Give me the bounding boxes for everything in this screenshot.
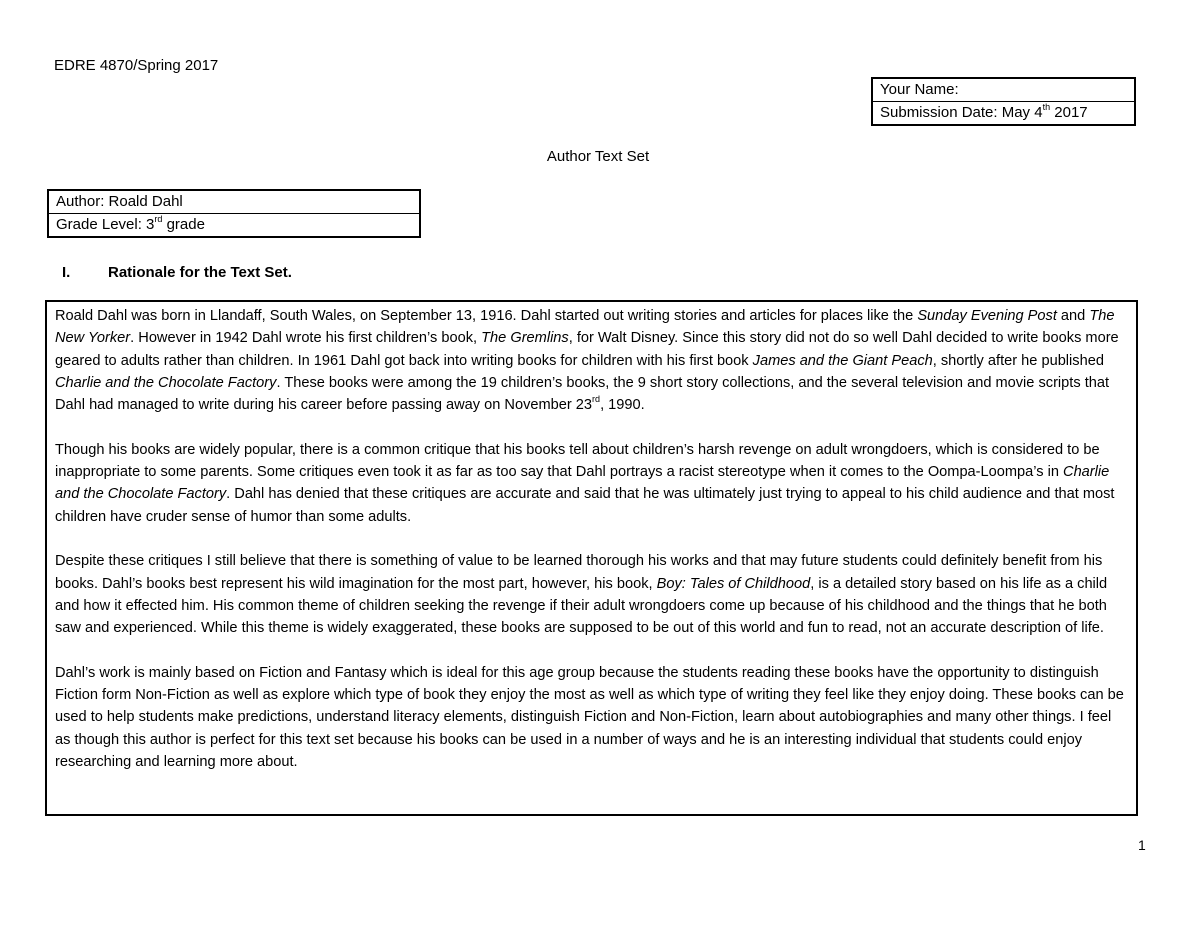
title-run: Charlie and the Chocolate Factory — [55, 464, 1110, 503]
author-field: Author: Roald Dahl — [56, 193, 183, 210]
title-run: The New Yorker — [55, 308, 1115, 347]
rationale-paragraph-4 — [55, 662, 1128, 773]
text-run: , for Walt Disney. Since this story did not do so well Dahl decided to write books more geared to adults rather than children. In 1961 Dahl got back into writing books for children with his first book — [55, 330, 1119, 369]
text-run: , shortly after he published — [932, 352, 1104, 369]
text-run: Despite these critiques I still believe that there is something of value to be learned thorough his works and that may future students could definitely benefit from his books. Dahl’s books best represent his wild imagination for the most part, however, his book, — [55, 553, 1103, 592]
text-run: . These books were among the 19 children’s books, the 9 short story collections, and the several television and movie scripts that Dahl had managed to write during his career before passing away on November 23 — [55, 374, 1110, 414]
text-run: . Dahl has denied that these critiques are accurate and said that he was ultimately just trying to appeal to his child audience and that most children have cruder sense of humor than some adults. — [55, 486, 1115, 525]
submission-date-field — [873, 101, 1134, 124]
page-title: Author Text Set — [546, 148, 650, 165]
grade-level-sup: rd — [154, 214, 163, 224]
title-run: Charlie and the Chocolate Factory — [55, 374, 277, 391]
text-run: Roald Dahl was born in Llandaff, South Wales, on September 13, 1916. Dahl started out writing stories and articles for places like the — [55, 308, 918, 324]
section-heading — [62, 264, 292, 281]
text-run: Though his books are widely popular, there is a common critique that his books tell about children’s harsh revenge on adult wrongdoers, which is considered to be inappropriate to some parents. Some critiques even took it as far as too say that Dahl portrays a racist stereotype when it comes to the Oompa-Loompa’s in — [55, 441, 1100, 481]
text-run: and — [1056, 308, 1090, 324]
grade-level-suffix: grade — [162, 216, 205, 233]
title-run: The Gremlins — [481, 330, 569, 347]
submission-date-suffix: th — [1042, 102, 1051, 112]
your-name-field: Your Name: — [880, 81, 959, 98]
page-number: 1 — [1138, 837, 1146, 853]
author-info-box — [47, 189, 421, 238]
grade-level-prefix: Grade Level: 3 — [56, 216, 155, 233]
section-number: I. — [62, 264, 71, 281]
grade-level-field — [49, 213, 419, 236]
rationale-paragraph-1 — [55, 305, 1128, 416]
rationale-paragraph-2 — [55, 439, 1128, 528]
title-run: Boy: Tales of Childhood — [656, 575, 811, 592]
section-title: Rationale for the Text Set. — [108, 264, 292, 281]
text-run: , is a detailed story based on his life as a child and how it effected him. His common theme of children seeking the revenge if their adult wrongdoers come up because of his childhood and the things that he both saw and experienced. While this theme is widely exaggerated, these books are supposed to be out of this world and fun to read, not an accurate description of life. — [55, 575, 1108, 637]
submission-date-label: Submission Date: May 4 — [880, 104, 1043, 121]
text-run: Dahl’s work is mainly based on Fiction and Fantasy which is ideal for this age group because the students reading these books have the opportunity to distinguish Fiction form Non-Fiction as well as explore which type of book they enjoy the most as well as which type of writing they feel like they enjoy doing. These books can be used to help students make predictions, understand literacy elements, distinguish Fiction and Non-Fiction, learn about autobiographies and many other things. I feel as though this author is perfect for this text set because his books can be used in a number of ways and he is an interesting individual that students could enjoy researching and learning more about. — [55, 664, 1124, 770]
rationale-text-box — [45, 300, 1138, 816]
title-run: Sunday Evening Post — [917, 308, 1057, 324]
student-info-box — [871, 77, 1136, 126]
rationale-paragraph-3 — [55, 550, 1128, 639]
ordinal-sup: rd — [592, 394, 601, 405]
submission-date-year: 2017 — [1050, 104, 1088, 121]
title-run: James and the Giant Peach — [752, 352, 933, 369]
text-run: , 1990. — [600, 397, 645, 414]
text-run: . However in 1942 Dahl wrote his first children’s book, — [130, 330, 482, 347]
course-header: EDRE 4870/Spring 2017 — [54, 57, 219, 74]
